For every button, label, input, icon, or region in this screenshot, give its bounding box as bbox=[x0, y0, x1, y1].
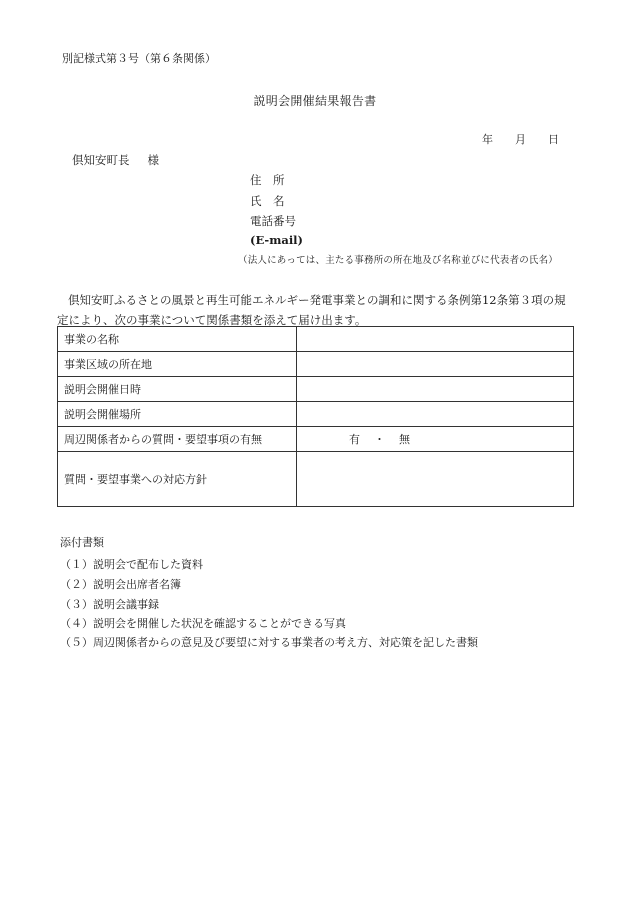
table-row bbox=[58, 452, 574, 507]
attachment-item: （２）説明会出席者名簿 bbox=[60, 578, 181, 591]
table-row bbox=[58, 427, 574, 452]
document-title: 説明会開催結果報告書 bbox=[253, 94, 377, 108]
row-label: 事業の名称 bbox=[58, 327, 297, 352]
row-value[interactable] bbox=[297, 377, 574, 402]
yes-option[interactable]: 有 bbox=[349, 433, 360, 446]
form-number: 別記様式第３号（第６条関係） bbox=[62, 52, 216, 65]
row-label: 周辺関係者からの質問・要望事項の有無 bbox=[58, 427, 297, 452]
no-option[interactable]: 無 bbox=[399, 433, 410, 446]
row-label: 説明会開催日時 bbox=[58, 377, 297, 402]
date-line bbox=[482, 131, 559, 147]
name-label: 氏 名 bbox=[250, 194, 285, 208]
table-row bbox=[58, 352, 574, 377]
row-label: 説明会開催場所 bbox=[58, 402, 297, 427]
table-row bbox=[58, 327, 574, 352]
phone-label: 電話番号 bbox=[250, 214, 296, 228]
row-value[interactable] bbox=[297, 452, 574, 507]
year-label: 年 bbox=[482, 133, 493, 146]
addressee-name: 倶知安町長 bbox=[72, 153, 130, 167]
attachment-item: （４）説明会を開催した状況を確認することができる写真 bbox=[60, 617, 346, 630]
row-value[interactable] bbox=[297, 402, 574, 427]
month-label: 月 bbox=[515, 133, 526, 146]
yes-no-choice bbox=[303, 431, 410, 447]
table-row bbox=[58, 377, 574, 402]
row-value[interactable] bbox=[297, 327, 574, 352]
addressee-honorific: 様 bbox=[147, 153, 159, 167]
attachment-item: （３）説明会議事録 bbox=[60, 598, 159, 611]
attachment-item: （１）説明会で配布した資料 bbox=[60, 558, 203, 571]
yes-no-cell[interactable] bbox=[297, 427, 574, 452]
row-label: 事業区域の所在地 bbox=[58, 352, 297, 377]
day-label: 日 bbox=[548, 133, 559, 146]
addressee bbox=[72, 152, 159, 168]
attachment-item: （５）周辺関係者からの意見及び要望に対する事業者の考え方、対応策を記した書類 bbox=[60, 636, 478, 649]
table-row bbox=[58, 402, 574, 427]
attachments-title: 添付書類 bbox=[60, 536, 104, 549]
body-text: 倶知安町ふるさとの風景と再生可能エネルギー発電事業との調和に関する条例第12条第３項の規定により、次の事業について関係書類を添えて届け出ます。 bbox=[57, 293, 566, 327]
row-label: 質問・要望事業への対応方針 bbox=[58, 452, 297, 507]
email-label: (E-mail) bbox=[250, 233, 303, 247]
corporate-note: （法人にあっては、主たる事務所の所在地及び名称並びに代表者の氏名） bbox=[238, 255, 559, 266]
choice-separator: ・ bbox=[374, 433, 385, 446]
info-table bbox=[57, 326, 574, 507]
address-label: 住 所 bbox=[250, 173, 285, 187]
row-value[interactable] bbox=[297, 352, 574, 377]
